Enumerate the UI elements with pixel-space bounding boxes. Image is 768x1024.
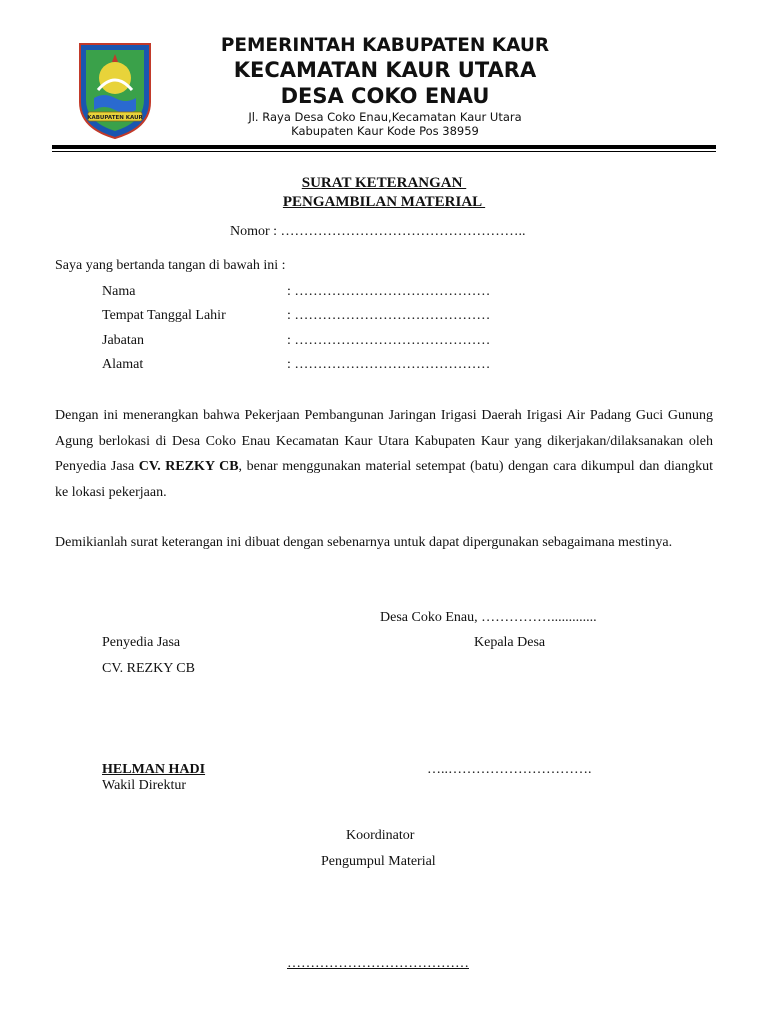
letterhead-address-line2: Kabupaten Kaur Kode Pos 38959 bbox=[291, 124, 479, 138]
signer-left-title: Wakil Direktur bbox=[102, 778, 187, 793]
coordinator-role-2: Pengumpul Material bbox=[321, 854, 436, 869]
letterhead-divider-thick bbox=[52, 145, 716, 149]
field-value-birth: : …………………………………… bbox=[287, 308, 491, 323]
coordinator-role-1: Koordinator bbox=[346, 828, 415, 843]
signer-right-role: Kepala Desa bbox=[474, 635, 546, 650]
field-label-position: Jabatan bbox=[102, 333, 144, 348]
letterhead-divider-thin bbox=[52, 151, 716, 152]
coordinator-name-blank: ………………………………… bbox=[287, 956, 469, 971]
field-label-address: Alamat bbox=[102, 357, 144, 372]
signer-left-company: CV. REZKY CB bbox=[102, 661, 195, 676]
company-name-bold: CV. REZKY CB bbox=[138, 459, 239, 474]
field-value-address: : …………………………………… bbox=[287, 357, 491, 372]
letterhead-village: DESA COKO ENAU bbox=[280, 84, 490, 108]
intro-text: Saya yang bertanda tangan di bawah ini : bbox=[55, 258, 286, 273]
document-subtitle: PENGAMBILAN MATERIAL bbox=[282, 194, 486, 210]
letterhead-government: PEMERINTAH KABUPATEN KAUR bbox=[220, 35, 550, 56]
signer-right-name-blank: …..…………………………. bbox=[427, 762, 592, 777]
signer-left-role: Penyedia Jasa bbox=[102, 635, 181, 650]
letterhead-district: KECAMATAN KAUR UTARA bbox=[233, 58, 537, 82]
body-paragraph-2: Demikianlah surat keterangan ini dibuat dengan sebenarnya untuk dapat dipergunakan sebagaimana mestinya. bbox=[55, 535, 673, 550]
field-value-name: : …………………………………… bbox=[287, 284, 491, 299]
field-label-name: Nama bbox=[102, 284, 136, 299]
document-number: Nomor : …………………………………………….. bbox=[230, 224, 526, 239]
emblem-icon bbox=[76, 40, 154, 140]
document-title: SURAT KETERANGAN bbox=[301, 175, 467, 191]
signer-left-name: HELMAN HADI bbox=[102, 762, 206, 777]
body-paragraph-1: Dengan ini menerangkan bahwa Pekerjaan Pembangunan Jaringan Irigasi Daerah Irigasi Air Padang Guci Gunung Agung berlokasi di Desa Coko Enau Kecamatan Kaur Utara Kabupaten Kaur yang dikerjakan/dilaksanakan oleh Penyedia Jasa CV. REZKY CB, benar menggunakan material setempat (batu) dengan cara dikumpul dan diangkut ke lokasi pekerjaan. bbox=[55, 408, 713, 500]
letterhead-address-line1: Jl. Raya Desa Coko Enau,Kecamatan Kaur Utara bbox=[248, 110, 522, 124]
regency-emblem bbox=[76, 40, 154, 140]
emblem-ribbon-text: KABUPATEN KAUR bbox=[87, 115, 143, 121]
field-label-birth: Tempat Tanggal Lahir bbox=[102, 308, 226, 323]
field-value-position: : …………………………………… bbox=[287, 333, 491, 348]
place-date: Desa Coko Enau, ……………............. bbox=[380, 610, 597, 625]
